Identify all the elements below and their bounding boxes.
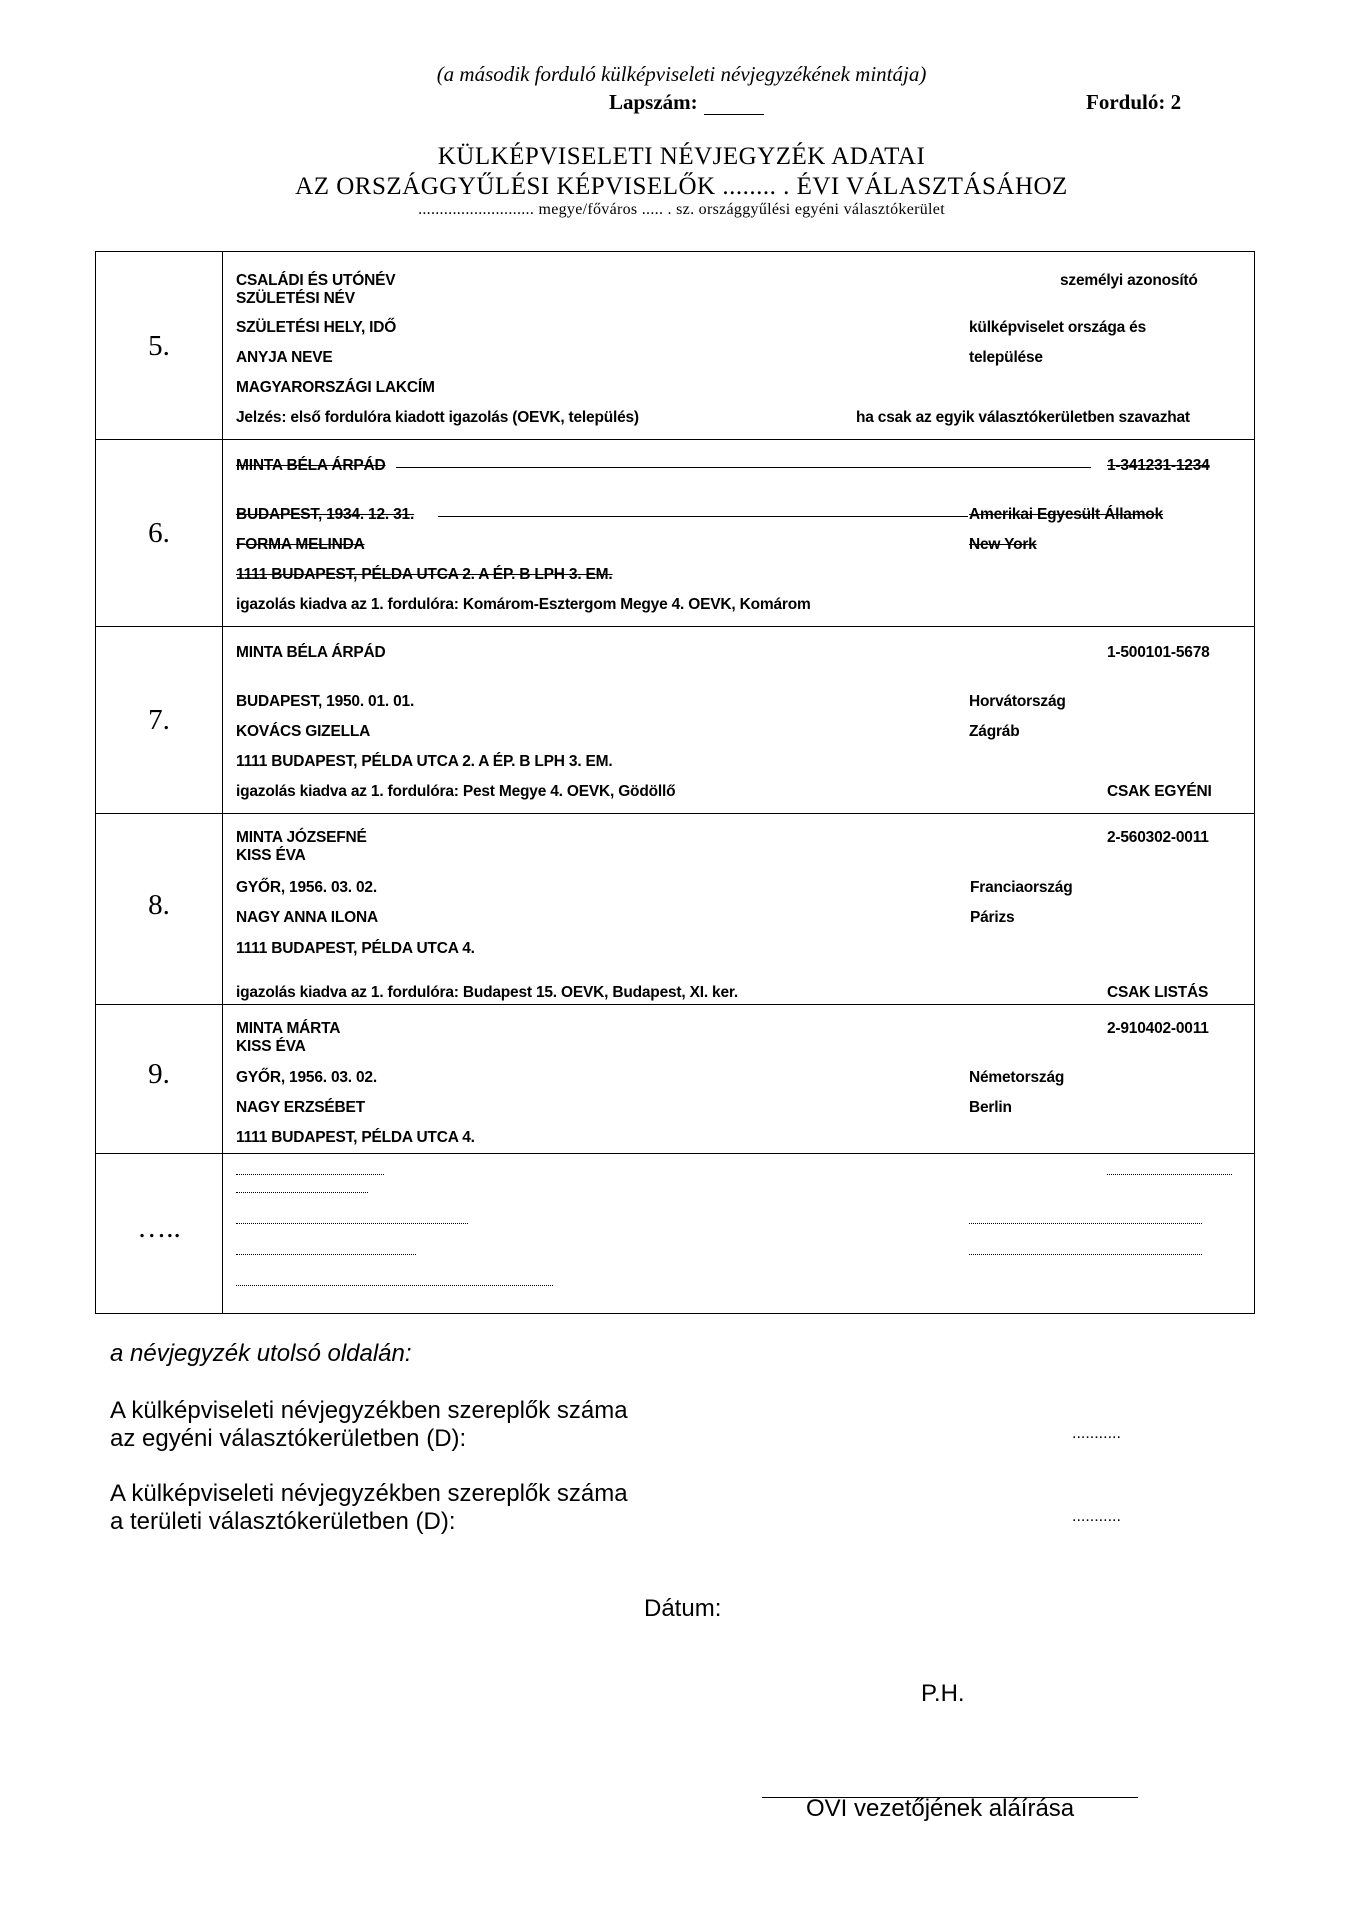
person-flag: CSAK EGYÉNI bbox=[1107, 783, 1212, 800]
count2-line1: A külképviseleti névjegyzékben szereplők száma bbox=[110, 1480, 628, 1507]
date-label: Dátum: bbox=[644, 1595, 722, 1622]
blank-line bbox=[236, 1285, 553, 1286]
row-divider bbox=[96, 813, 1254, 814]
legend-birth-name: SZÜLETÉSI NÉV bbox=[236, 290, 355, 307]
round-label: Forduló: 2 bbox=[1086, 90, 1182, 114]
person-country: Németország bbox=[969, 1069, 1065, 1086]
person-mother: FORMA MELINDA bbox=[236, 536, 365, 553]
person-city: Zágráb bbox=[969, 723, 1020, 740]
person-flag: CSAK LISTÁS bbox=[1107, 984, 1209, 1001]
row-number: 5. bbox=[148, 330, 170, 362]
page-number-label bbox=[609, 90, 764, 115]
row-divider bbox=[96, 626, 1254, 627]
legend-city: települése bbox=[969, 349, 1043, 366]
person-birth: BUDAPEST, 1950. 01. 01. bbox=[236, 693, 415, 710]
page-title-line1: KÜLKÉPVISELETI NÉVJEGYZÉK ADATAI bbox=[437, 143, 926, 170]
person-birth-name: KISS ÉVA bbox=[236, 1038, 306, 1055]
person-name: MINTA BÉLA ÁRPÁD bbox=[236, 644, 386, 661]
row-number: 7. bbox=[148, 704, 170, 736]
person-birth: GYŐR, 1956. 03. 02. bbox=[236, 1069, 377, 1086]
person-birth: BUDAPEST, 1934. 12. 31. bbox=[236, 506, 415, 523]
strike-line bbox=[396, 467, 1091, 468]
count1-value: ........... bbox=[1072, 1425, 1121, 1442]
count2-line2: a területi választókerületben (D): bbox=[110, 1508, 456, 1535]
row-number: 9. bbox=[148, 1058, 170, 1090]
person-note: igazolás kiadva az 1. fordulóra: Komárom-Esztergom Megye 4. OEVK, Komárom bbox=[236, 596, 811, 613]
person-country: Franciaország bbox=[970, 879, 1073, 896]
blank-line bbox=[969, 1223, 1202, 1224]
person-country: Horvátország bbox=[969, 693, 1066, 710]
person-address: 1111 BUDAPEST, PÉLDA UTCA 4. bbox=[236, 940, 475, 957]
person-address: 1111 BUDAPEST, PÉLDA UTCA 2. A ÉP. B LPH 3. EM. bbox=[236, 753, 613, 770]
person-name: MINTA JÓZSEFNÉ bbox=[236, 829, 367, 846]
form-subtitle: (a második forduló külképviseleti névjegyzékének mintája) bbox=[436, 62, 927, 86]
page-number-blank bbox=[704, 96, 764, 115]
person-city: New York bbox=[969, 536, 1037, 553]
legend-country: külképviselet országa és bbox=[969, 319, 1146, 336]
legend-birth: SZÜLETÉSI HELY, IDŐ bbox=[236, 319, 397, 336]
legend-mother: ANYJA NEVE bbox=[236, 349, 333, 366]
page-number-text: Lapszám: bbox=[609, 90, 698, 114]
person-mother: NAGY ANNA ILONA bbox=[236, 909, 378, 926]
count1-line2: az egyéni választókerületben (D): bbox=[110, 1425, 467, 1452]
blank-line bbox=[236, 1254, 416, 1255]
count1-line1: A külképviseleti névjegyzékben szereplők száma bbox=[110, 1397, 628, 1424]
legend-address: MAGYARORSZÁGI LAKCÍM bbox=[236, 379, 435, 396]
blank-line bbox=[236, 1174, 384, 1175]
person-country: Amerikai Egyesült Államok bbox=[969, 506, 1163, 523]
row-number: ….. bbox=[137, 1212, 181, 1244]
blank-line bbox=[236, 1223, 468, 1224]
strike-line bbox=[438, 516, 968, 517]
person-note: igazolás kiadva az 1. fordulóra: Budapest 15. OEVK, Budapest, XI. ker. bbox=[236, 984, 738, 1001]
last-page-label: a névjegyzék utolsó oldalán: bbox=[110, 1340, 412, 1367]
legend-note-right: ha csak az egyik választókerületben szavazhat bbox=[856, 409, 1190, 426]
person-mother: NAGY ERZSÉBET bbox=[236, 1099, 365, 1116]
legend-id: személyi azonosító bbox=[1060, 272, 1198, 289]
person-name: MINTA BÉLA ÁRPÁD bbox=[236, 457, 386, 474]
legend-note: Jelzés: első fordulóra kiadott igazolás (OEVK, település) bbox=[236, 409, 639, 426]
blank-line bbox=[1107, 1174, 1232, 1175]
blank-line bbox=[969, 1254, 1202, 1255]
row-number: 8. bbox=[148, 889, 170, 921]
person-name: MINTA MÁRTA bbox=[236, 1020, 341, 1037]
person-birth-name: KISS ÉVA bbox=[236, 847, 306, 864]
person-address: 1111 BUDAPEST, PÉLDA UTCA 2. A ÉP. B LPH 3. EM. bbox=[236, 566, 613, 583]
person-id: 1-500101-5678 bbox=[1107, 644, 1210, 661]
person-id: 2-910402-0011 bbox=[1107, 1020, 1209, 1037]
row-divider bbox=[96, 1004, 1254, 1005]
page-title-line3: ........................... megye/főváros ..... . sz. országgyűlési egyéni választókerület bbox=[418, 201, 945, 218]
person-mother: KOVÁCS GIZELLA bbox=[236, 723, 371, 740]
person-birth: GYŐR, 1956. 03. 02. bbox=[236, 879, 377, 896]
page-title-line2: AZ ORSZÁGGYŰLÉSI KÉPVISELŐK ........ . ÉVI VÁLASZTÁSÁHOZ bbox=[295, 173, 1068, 200]
person-city: Párizs bbox=[970, 909, 1015, 926]
row-divider bbox=[96, 439, 1254, 440]
legend-name: CSALÁDI ÉS UTÓNÉV bbox=[236, 272, 396, 289]
count2-value: ........... bbox=[1072, 1508, 1121, 1525]
person-note: igazolás kiadva az 1. fordulóra: Pest Megye 4. OEVK, Gödöllő bbox=[236, 783, 676, 800]
signature-label: OVI vezetőjének aláírása bbox=[806, 1795, 1075, 1822]
person-city: Berlin bbox=[969, 1099, 1012, 1116]
person-address: 1111 BUDAPEST, PÉLDA UTCA 4. bbox=[236, 1129, 475, 1146]
blank-line bbox=[236, 1192, 368, 1193]
row-divider bbox=[96, 1153, 1254, 1154]
register-table bbox=[95, 251, 1255, 1314]
person-id: 2-560302-0011 bbox=[1107, 829, 1209, 846]
stamp-label: P.H. bbox=[921, 1680, 965, 1707]
row-number: 6. bbox=[148, 517, 170, 549]
person-id: 1-341231-1234 bbox=[1107, 457, 1210, 474]
